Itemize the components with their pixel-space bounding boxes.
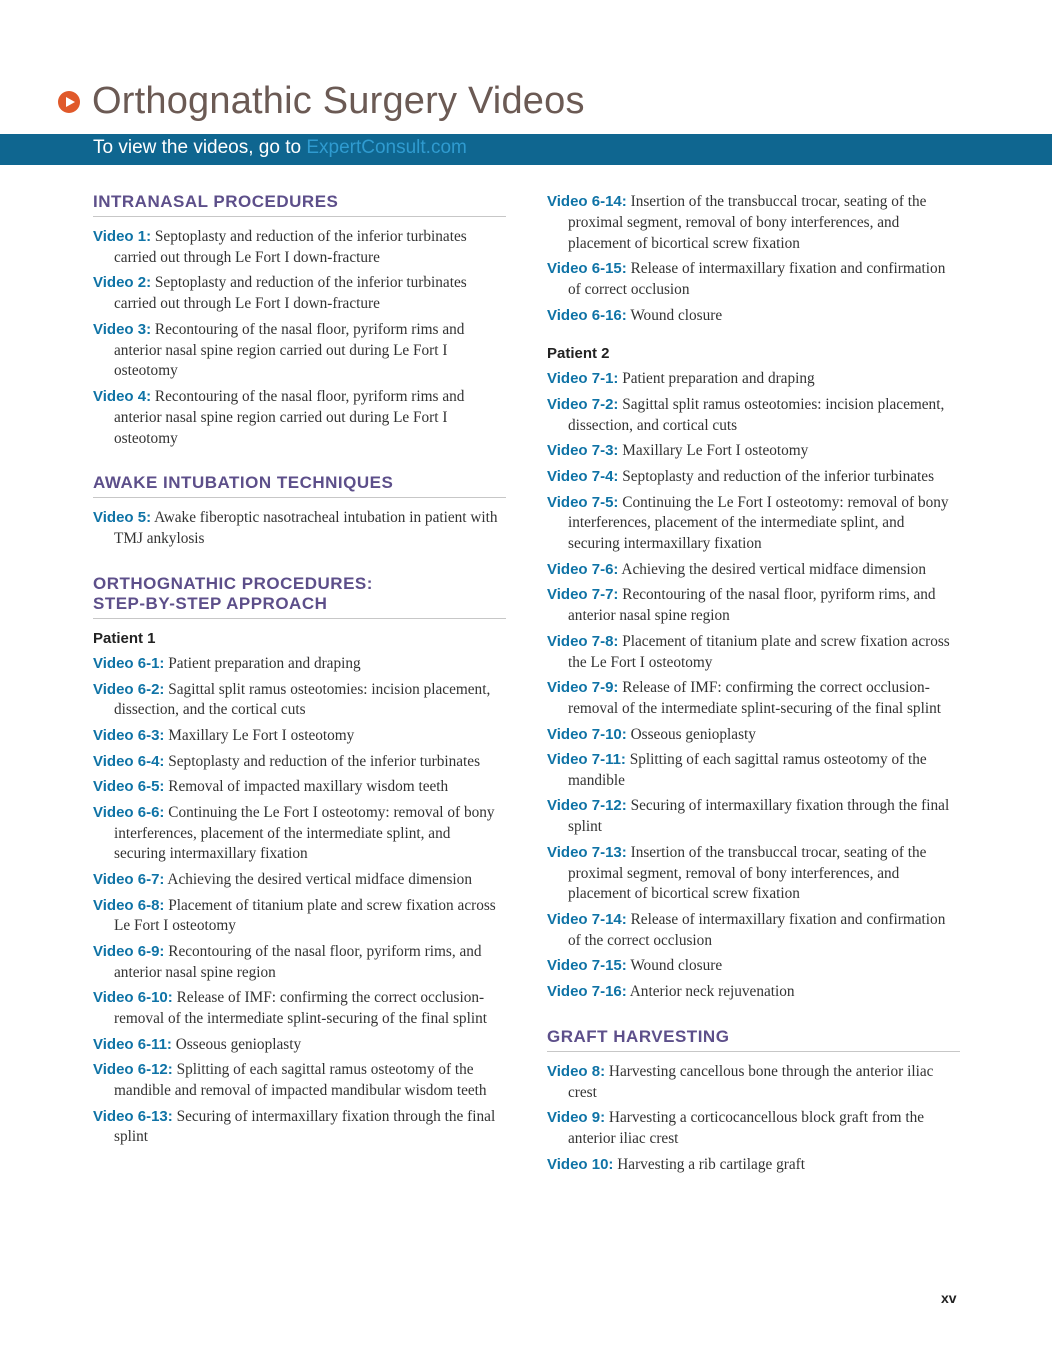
video-description: Release of intermaxillary fixation and confirmation of the correct occlusion	[568, 911, 946, 949]
video-description: Septoplasty and reduction of the inferior turbinates carried out through Le Fort I down-fracture	[114, 228, 467, 266]
video-label[interactable]: Video 6-3:	[93, 726, 165, 744]
video-entry[interactable]	[93, 1060, 506, 1102]
video-description: Wound closure	[630, 306, 723, 324]
video-entry[interactable]	[93, 387, 506, 449]
video-label[interactable]: Video 7-6:	[547, 560, 619, 578]
video-description: Patient preparation and draping	[168, 654, 361, 672]
video-description: Release of IMF: confirming the correct occlusion-removal of the intermediate splint-securing of the final splint	[114, 989, 487, 1028]
video-entry[interactable]	[93, 654, 506, 675]
video-entry[interactable]	[547, 493, 960, 555]
video-description: Recontouring of the nasal floor, pyriform rims, and anterior nasal spine region	[114, 942, 482, 981]
video-label[interactable]: Video 6-16:	[547, 306, 627, 324]
video-entry[interactable]	[547, 956, 960, 977]
video-description: Awake fiberoptic nasotracheal intubation in patient with TMJ ankylosis	[114, 509, 498, 548]
video-label[interactable]: Video 6-14:	[547, 193, 627, 210]
video-description: Sagittal split ramus osteotomies: incision placement, dissection, and cortical cuts	[568, 395, 945, 434]
video-label[interactable]: Video 6-7:	[93, 870, 165, 888]
video-description: Anterior neck rejuvenation	[629, 983, 795, 1001]
video-description: Placement of titanium plate and screw fixation across Le Fort I osteotomy	[114, 896, 496, 935]
video-label[interactable]: Video 7-11:	[547, 751, 626, 769]
section-heading: GRAFT HARVESTING	[547, 1027, 960, 1052]
video-label[interactable]: Video 6-2:	[93, 680, 165, 698]
video-label[interactable]: Video 6-12:	[93, 1061, 173, 1079]
banner-text-wrap	[93, 137, 467, 159]
video-entry[interactable]	[547, 467, 960, 488]
video-label[interactable]: Video 7-5:	[547, 493, 619, 511]
patient-heading: Patient 1	[93, 629, 156, 647]
play-icon	[58, 91, 80, 113]
video-entry[interactable]	[547, 259, 960, 301]
title-bar	[58, 80, 585, 123]
video-entry[interactable]	[93, 803, 506, 865]
video-label[interactable]: Video 9:	[547, 1109, 606, 1127]
video-description: Insertion of the transbuccal trocar, seating of the proximal segment, removal of bony interferences, and placement of bicortical screw fixation	[568, 843, 927, 903]
video-label[interactable]: Video 5:	[93, 509, 152, 527]
video-description: Harvesting a corticocancellous block graft from the anterior iliac crest	[568, 1109, 925, 1148]
video-description: Continuing the Le Fort I osteotomy: removal of bony interferences, placement of the intermediate splint, and securing intermaxillary fixation	[114, 803, 495, 863]
video-description: Septoplasty and reduction of the inferior turbinates	[168, 752, 481, 770]
instruction-banner	[0, 134, 1052, 165]
section-awake-intubation	[93, 473, 506, 550]
video-label[interactable]: Video 2:	[93, 274, 152, 292]
video-entry[interactable]	[547, 678, 960, 720]
heading-line: ORTHOGNATHIC PROCEDURES:	[93, 573, 373, 593]
heading-line: STEP-BY-STEP APPROACH	[93, 593, 328, 613]
video-label[interactable]: Video 7-16:	[547, 983, 627, 1001]
video-entry[interactable]	[93, 988, 506, 1030]
left-column	[93, 192, 506, 1172]
expertconsult-link[interactable]: ExpertConsult.com	[306, 137, 467, 158]
video-label[interactable]: Video 10:	[547, 1155, 614, 1173]
video-description: Sagittal split ramus osteotomies: incision placement, dissection, and the cortical cuts	[114, 680, 491, 719]
video-description: Placement of titanium plate and screw fixation across the Le Fort I osteotomy	[568, 632, 950, 671]
video-entry[interactable]	[547, 585, 960, 627]
video-description: Removal of impacted maxillary wisdom teeth	[168, 778, 449, 796]
video-description: Recontouring of the nasal floor, pyriform rims and anterior nasal spine region carried out during Le Fort I osteotomy	[114, 387, 465, 447]
video-description: Maxillary Le Fort I osteotomy	[168, 726, 355, 744]
video-description: Continuing the Le Fort I osteotomy: removal of bony interferences, placement of the intermediate splint, and securing intermaxillary fixation	[568, 493, 949, 553]
video-entry[interactable]	[93, 1107, 506, 1149]
page-number: xv	[941, 1290, 957, 1306]
section-intranasal	[93, 192, 506, 449]
video-description: Maxillary Le Fort I osteotomy	[622, 442, 809, 460]
video-description: Insertion of the transbuccal trocar, seating of the proximal segment, removal of bony interferences, and placement of bicortical screw fixation	[568, 193, 927, 252]
video-label[interactable]: Video 1:	[93, 228, 152, 245]
video-entry[interactable]	[547, 395, 960, 437]
video-label[interactable]: Video 7-3:	[547, 442, 619, 460]
video-entry[interactable]	[547, 632, 960, 674]
video-description: Release of IMF: confirming the correct occlusion-removal of the intermediate splint-securing of the final splint	[568, 679, 941, 717]
video-entry[interactable]	[93, 726, 506, 747]
video-entry[interactable]	[547, 796, 960, 838]
section-heading	[93, 574, 506, 619]
video-entry[interactable]	[93, 680, 506, 722]
video-label[interactable]: Video 6-8:	[93, 896, 165, 914]
video-entry[interactable]	[547, 750, 960, 792]
video-label[interactable]: Video 6-1:	[93, 654, 165, 672]
video-entry[interactable]	[547, 1062, 960, 1104]
video-label[interactable]: Video 6-11:	[93, 1035, 172, 1053]
patient-heading: Patient 2	[547, 345, 610, 363]
video-label[interactable]: Video 6-6:	[93, 803, 165, 821]
video-entry[interactable]	[547, 306, 960, 327]
section-graft-harvesting	[547, 1027, 960, 1176]
video-description: Splitting of each sagittal ramus osteotomy of the mandible	[568, 751, 927, 789]
video-description: Achieving the desired vertical midface dimension	[621, 560, 926, 578]
video-entry[interactable]	[547, 725, 960, 746]
video-label[interactable]: Video 4:	[93, 387, 152, 405]
video-entry[interactable]	[93, 320, 506, 382]
video-description: Splitting of each sagittal ramus osteotomy of the mandible and removal of impacted mandibular wisdom teeth	[114, 1061, 487, 1100]
video-label[interactable]: Video 7-2:	[547, 395, 619, 413]
video-description: Septoplasty and reduction of the inferior turbinates carried out through Le Fort I down-fracture	[114, 274, 467, 313]
video-entry[interactable]	[547, 560, 960, 581]
video-label[interactable]: Video 7-7:	[547, 586, 619, 604]
video-description: Wound closure	[630, 957, 723, 975]
video-label[interactable]: Video 6-4:	[93, 752, 165, 770]
video-description: Recontouring of the nasal floor, pyriform rims, and anterior nasal spine region	[568, 586, 936, 625]
video-entry[interactable]	[547, 843, 960, 905]
video-label[interactable]: Video 6-5:	[93, 778, 165, 796]
video-entry[interactable]	[93, 896, 506, 938]
video-label[interactable]: Video 7-8:	[547, 632, 619, 650]
video-label[interactable]: Video 6-13:	[93, 1107, 173, 1125]
video-entry[interactable]	[93, 227, 506, 269]
video-entry[interactable]	[93, 777, 506, 798]
video-description: Securing of intermaxillary fixation through the final splint	[568, 797, 950, 836]
video-description: Osseous genioplasty	[630, 725, 756, 743]
video-label[interactable]: Video 6-9:	[93, 942, 165, 960]
video-label[interactable]: Video 7-4:	[547, 467, 619, 485]
video-entry[interactable]	[93, 508, 506, 550]
video-label[interactable]: Video 6-10:	[93, 989, 173, 1007]
video-label[interactable]: Video 8:	[547, 1062, 606, 1080]
section-orthognathic	[93, 574, 506, 1148]
video-label[interactable]: Video 7-12:	[547, 797, 627, 815]
video-entry[interactable]	[547, 192, 960, 254]
section-patient2	[547, 344, 960, 1002]
video-label[interactable]: Video 7-1:	[547, 370, 619, 388]
video-entry[interactable]	[547, 369, 960, 390]
video-description: Release of intermaxillary fixation and confirmation of correct occlusion	[568, 260, 946, 298]
video-description: Septoplasty and reduction of the inferior turbinates	[622, 467, 935, 485]
video-description: Securing of intermaxillary fixation through the final splint	[114, 1107, 496, 1146]
video-description: Osseous genioplasty	[175, 1035, 302, 1053]
video-entry[interactable]	[93, 870, 506, 891]
page-title: Orthognathic Surgery Videos	[92, 80, 585, 122]
section-patient1-continued	[547, 192, 960, 326]
video-description: Harvesting a rib cartilage graft	[617, 1155, 805, 1173]
video-entry[interactable]	[93, 752, 506, 773]
video-entry[interactable]	[547, 1155, 960, 1176]
video-entry[interactable]	[547, 441, 960, 462]
video-label[interactable]: Video 7-13:	[547, 843, 627, 861]
right-column	[547, 192, 960, 1199]
video-entry[interactable]	[93, 942, 506, 984]
video-label[interactable]: Video 7-14:	[547, 911, 627, 929]
video-description: Harvesting cancellous bone through the anterior iliac crest	[568, 1062, 934, 1101]
video-entry[interactable]	[547, 982, 960, 1003]
video-label[interactable]: Video 7-10:	[547, 725, 627, 743]
banner-text: To view the videos, go to	[93, 137, 307, 158]
video-description: Patient preparation and draping	[622, 370, 815, 388]
video-description: Recontouring of the nasal floor, pyriform rims and anterior nasal spine region carried out during Le Fort I osteotomy	[114, 320, 465, 380]
video-label[interactable]: Video 7-15:	[547, 957, 627, 975]
video-entry[interactable]	[547, 910, 960, 952]
section-heading: AWAKE INTUBATION TECHNIQUES	[93, 473, 506, 498]
video-label[interactable]: Video 6-15:	[547, 260, 627, 278]
video-label[interactable]: Video 3:	[93, 320, 152, 338]
video-label[interactable]: Video 7-9:	[547, 679, 619, 697]
section-heading: INTRANASAL PROCEDURES	[93, 192, 506, 217]
video-description: Achieving the desired vertical midface dimension	[167, 870, 472, 888]
video-entry[interactable]	[547, 1108, 960, 1150]
video-entry[interactable]	[93, 1035, 506, 1056]
video-entry[interactable]	[93, 273, 506, 315]
